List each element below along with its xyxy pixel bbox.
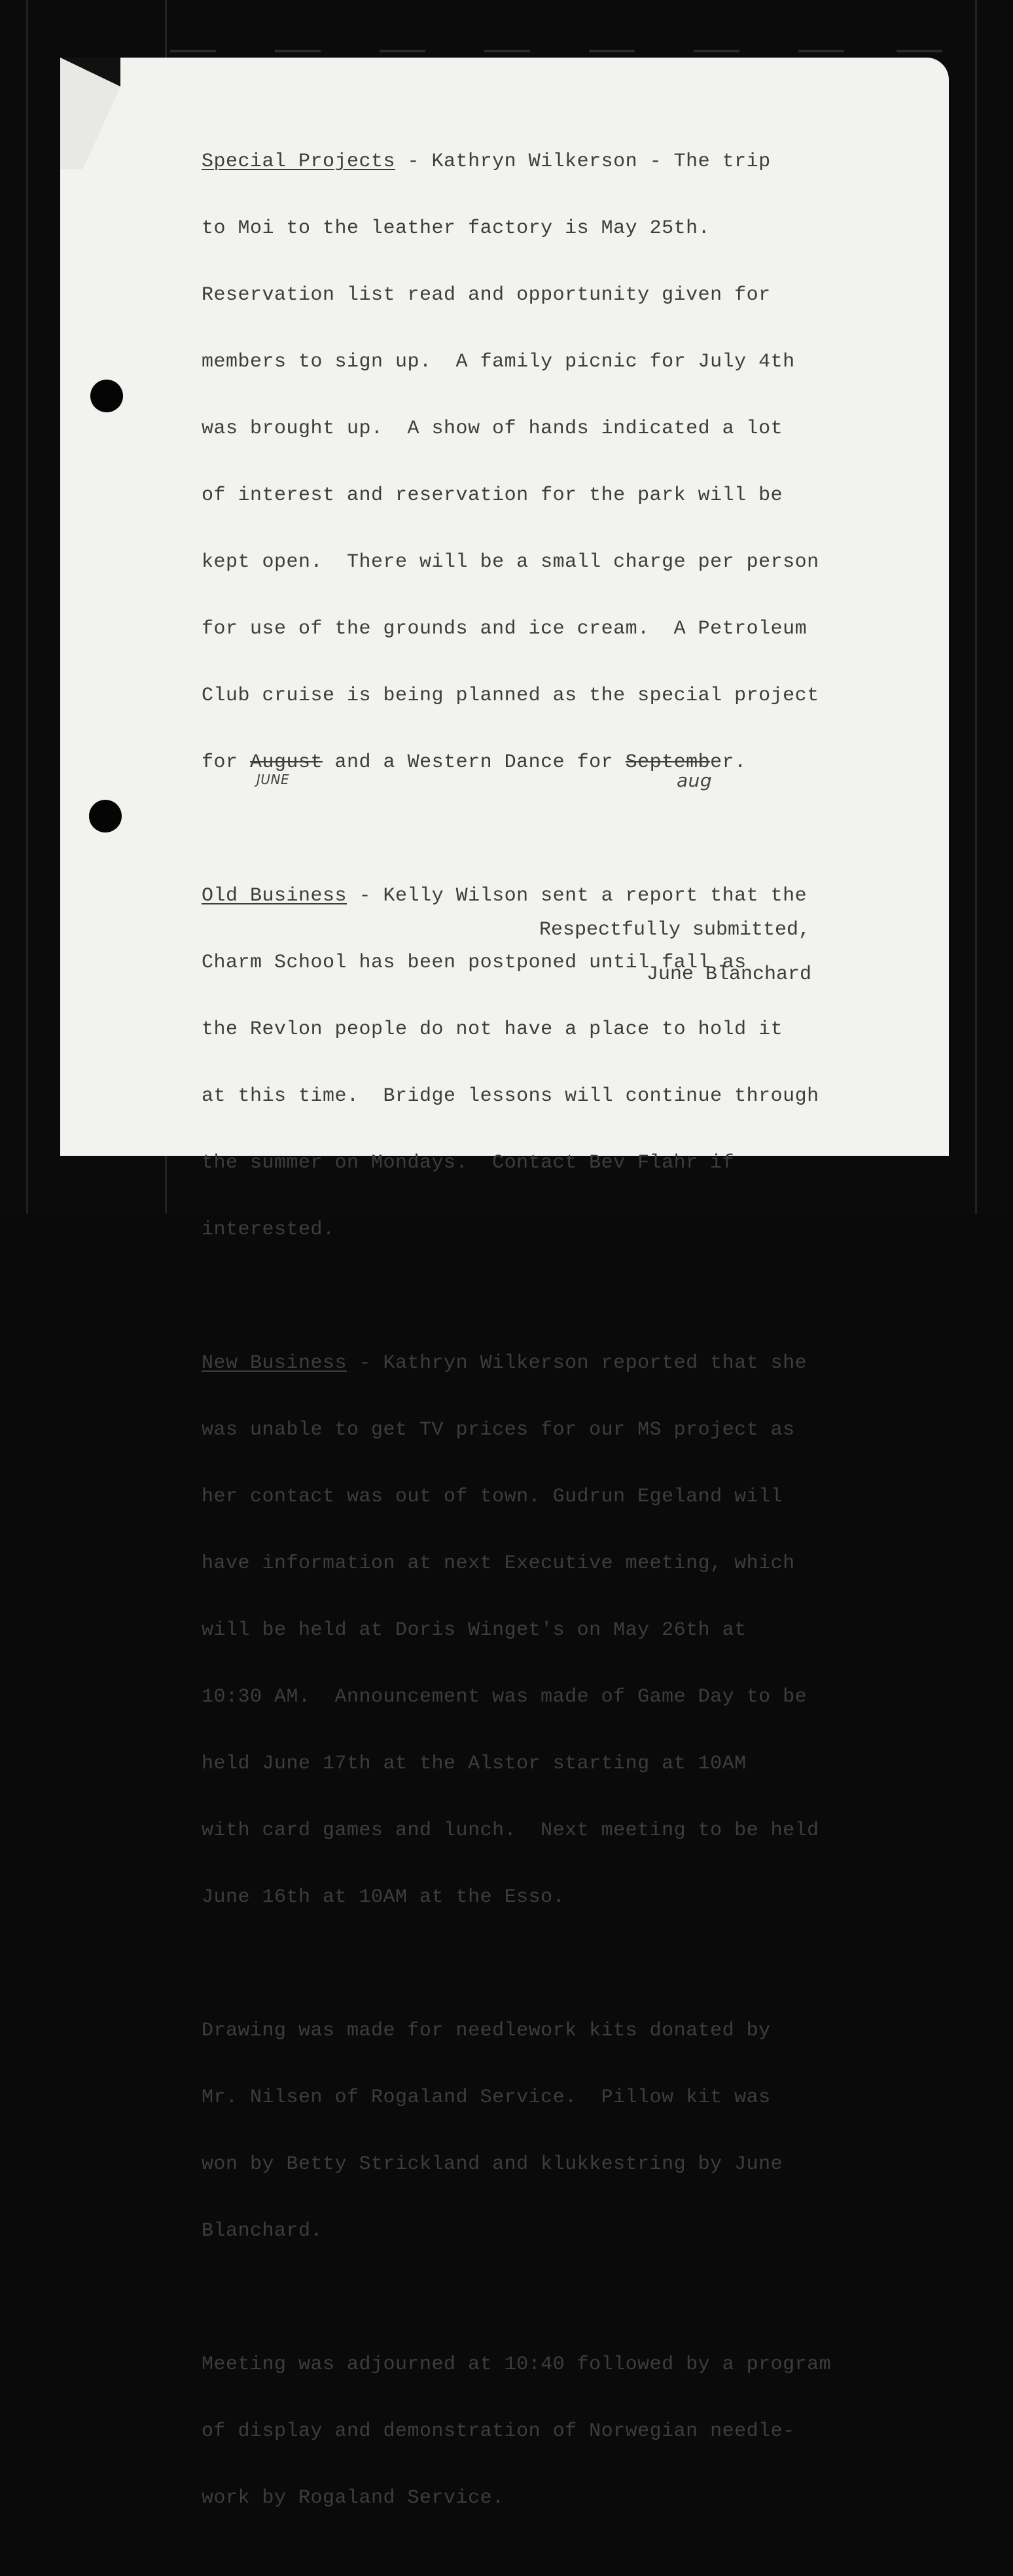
- text-line: Meeting was adjourned at 10:40 followed by a program: [202, 2353, 832, 2376]
- text-line: members to sign up. A family picnic for July 4th: [202, 351, 795, 373]
- text-line: June 16th at 10AM at the Esso.: [202, 1886, 565, 1908]
- text-line: Club cruise is being planned as the special project: [202, 685, 819, 707]
- section-heading: Special Projects: [202, 151, 396, 173]
- text-line: at this time. Bridge lessons will continue through: [202, 1085, 819, 1107]
- text-line: Old Business - Kelly Wilson sent a report that the: [202, 885, 808, 907]
- text-line: with card games and lunch. Next meeting to be held: [202, 1819, 819, 1842]
- text-line: to Moi to the leather factory is May 25th.: [202, 217, 711, 240]
- section-special-projects: [202, 106, 921, 818]
- text-line: of display and demonstration of Norwegian needle-: [202, 2420, 795, 2442]
- text-line: won by Betty Strickland and klukkestring by June: [202, 2153, 783, 2175]
- scan-edge-line: [26, 0, 28, 1213]
- section-heading: Old Business: [202, 885, 347, 907]
- text-line: Special Projects - Kathryn Wilkerson - The trip: [202, 151, 771, 173]
- text-line: Drawing was made for needlework kits donated by: [202, 2020, 771, 2042]
- closing-line: Respectfully submitted,: [539, 919, 811, 941]
- struck-word: August: [250, 751, 323, 774]
- text-line: her contact was out of town. Gudrun Egeland will: [202, 1486, 783, 1508]
- text-line: held June 17th at the Alstor starting at 10AM: [202, 1753, 747, 1775]
- text-line: was unable to get TV prices for our MS project as: [202, 1419, 795, 1441]
- text-line: Mr. Nilsen of Rogaland Service. Pillow kit was: [202, 2086, 771, 2109]
- text-line: the summer on Mondays. Contact Bev Flahr if: [202, 1152, 735, 1174]
- handwritten-correction: JUNE: [257, 772, 290, 787]
- scan-edge-line: [975, 0, 977, 1213]
- text-line: of interest and reservation for the park will be: [202, 484, 783, 507]
- text-line: was brought up. A show of hands indicated a lot: [202, 418, 783, 440]
- section-heading: New Business: [202, 1352, 347, 1374]
- text-line: have information at next Executive meeting, which: [202, 1552, 795, 1575]
- text-line: the Revlon people do not have a place to hold it: [202, 1018, 783, 1041]
- signature-name: June Blanchard: [647, 963, 812, 986]
- text-line: interested.: [202, 1219, 335, 1241]
- section-adjournment: [202, 2309, 921, 2554]
- handwritten-correction: aug: [677, 770, 713, 791]
- text-line: work by Rogaland Service.: [202, 2487, 505, 2509]
- text-line: Blanchard.: [202, 2220, 323, 2242]
- top-edge-marks: [170, 50, 955, 54]
- text-line: Reservation list read and opportunity given for: [202, 284, 771, 306]
- text-line-with-corrections: for August and a Western Dance for September. JUNE aug: [202, 751, 747, 791]
- text-line: kept open. There will be a small charge per person: [202, 551, 819, 573]
- punch-hole: [90, 380, 123, 412]
- text-line: will be held at Doris Winget's on May 26th at: [202, 1619, 747, 1641]
- punch-hole: [89, 800, 122, 832]
- struck-word: Septemb: [625, 751, 711, 774]
- text-line: 10:30 AM. Announcement was made of Game Day to be: [202, 1686, 808, 1708]
- minutes-text: [202, 106, 921, 2576]
- section-old-business: [202, 840, 921, 1285]
- text-line: New Business - Kathryn Wilkerson reported that she: [202, 1352, 808, 1374]
- section-new-business: [202, 1308, 921, 1953]
- text-line: for use of the grounds and ice cream. A Petroleum: [202, 618, 808, 640]
- section-drawing: [202, 1975, 921, 2287]
- text-line: Charm School has been postponed until fall as: [202, 952, 747, 974]
